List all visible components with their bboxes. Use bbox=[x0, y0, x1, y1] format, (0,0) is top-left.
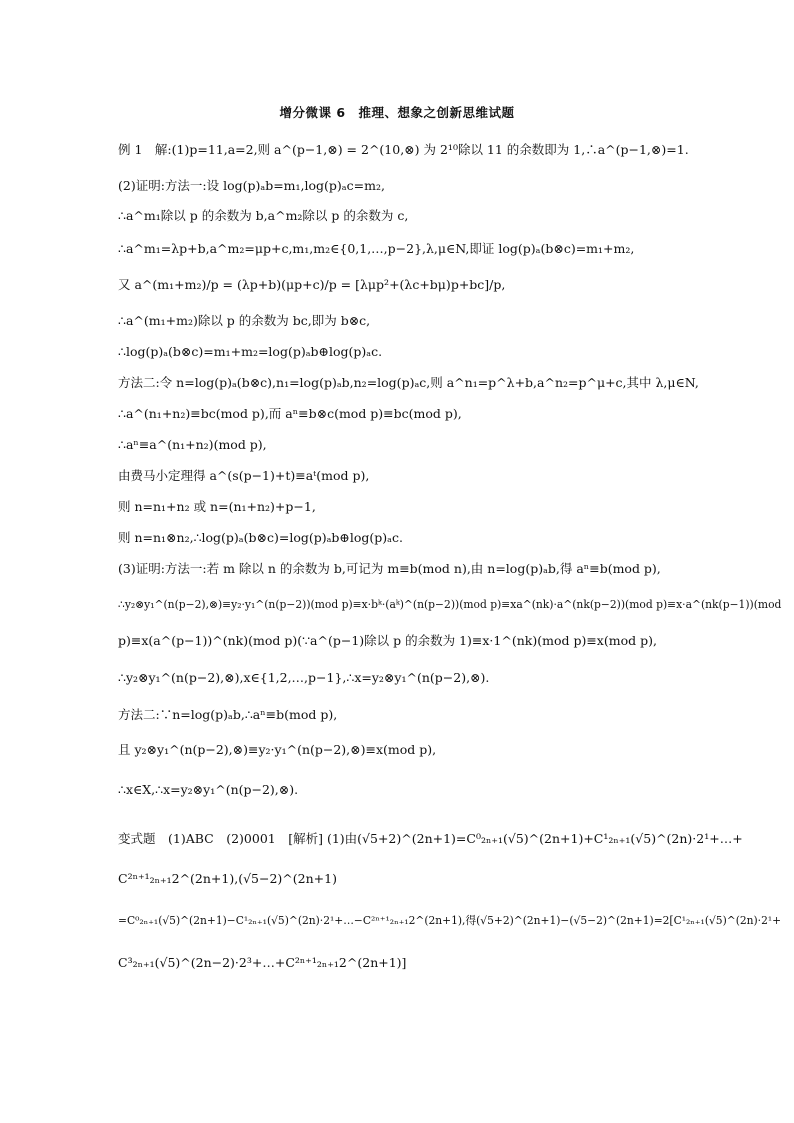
text-line: ∴a^(m₁+m₂)除以 p 的余数为 bc,即为 b⊗c, bbox=[118, 313, 371, 328]
text-line: (3)证明:方法一:若 m 除以 n 的余数为 b,可记为 m≡b(mod n),由 n=log(p)ₐb,得 aⁿ≡b(mod p), bbox=[118, 561, 661, 576]
text-line: ∴aⁿ≡a^(n₁+n₂)(mod p), bbox=[118, 437, 267, 452]
text-line: ∴y₂⊗y₁^(n(p−2),⊗),x∈{1,2,…,p−1},∴x=y₂⊗y₁^(n(p−2),⊗). bbox=[118, 670, 490, 685]
text-line: 且 y₂⊗y₁^(n(p−2),⊗)≡y₂·y₁^(n(p−2),⊗)≡x(mod p), bbox=[118, 742, 437, 757]
page-title: 增分微课 6 推理、想象之创新思维试题 bbox=[279, 105, 515, 120]
text-line: C²ⁿ⁺¹₂ₙ₊₁2^(2n+1),(√5−2)^(2n+1) bbox=[118, 871, 337, 886]
text-line: ∴y₂⊗y₁^(n(p−2),⊗)≡y₂·y₁^(n(p−2))(mod p)≡x·bᵏ·(aᵏ)^(n(p−2))(mod p)≡xa^(nk)·a^(nk(p−2))(mod p)≡x·a^(nk(p−1))(mod bbox=[118, 598, 782, 611]
text-line: ∴x∈X,∴x=y₂⊗y₁^(n(p−2),⊗). bbox=[118, 782, 299, 797]
text-line: 又 a^(m₁+m₂)/p = (λp+b)(μp+c)/p = [λμp²+(λc+bμ)p+bc]/p, bbox=[118, 277, 506, 292]
text-line: ∴a^m₁=λp+b,a^m₂=μp+c,m₁,m₂∈{0,1,…,p−2},λ,μ∈N,即证 log(p)ₐ(b⊗c)=m₁+m₂, bbox=[118, 241, 635, 256]
text-line: C³₂ₙ₊₁(√5)^(2n−2)·2³+…+C²ⁿ⁺¹₂ₙ₊₁2^(2n+1)] bbox=[118, 955, 407, 970]
text-line: 例 1 解:(1)p=11,a=2,则 a^(p−1,⊗) = 2^(10,⊗) 为 2¹⁰除以 11 的余数即为 1,∴a^(p−1,⊗)=1. bbox=[118, 142, 689, 157]
text-line: ∴log(p)ₐ(b⊗c)=m₁+m₂=log(p)ₐb⊕log(p)ₐc. bbox=[118, 344, 383, 359]
text-line: 由费马小定理得 a^(s(p−1)+t)≡aᵗ(mod p), bbox=[118, 468, 370, 483]
text-line: (2)证明:方法一:设 log(p)ₐb=m₁,log(p)ₐc=m₂, bbox=[118, 178, 385, 193]
text-line: ∴a^(n₁+n₂)≡bc(mod p),而 aⁿ≡b⊗c(mod p)≡bc(mod p), bbox=[118, 406, 462, 421]
text-line: 方法二:∵n=log(p)ₐb,∴aⁿ≡b(mod p), bbox=[118, 707, 338, 722]
text-line: =C⁰₂ₙ₊₁(√5)^(2n+1)−C¹₂ₙ₊₁(√5)^(2n)·2¹+…−C²ⁿ⁺¹₂ₙ₊₁2^(2n+1),得(√5+2)^(2n+1)−(√5−2)^(2n+1)=2[C¹₂ₙ₊₁(√5)^(2n)·2¹+ bbox=[118, 914, 782, 927]
text-line: 则 n=n₁⊗n₂,∴log(p)ₐ(b⊗c)=log(p)ₐb⊕log(p)ₐc. bbox=[118, 530, 403, 545]
text-line: 则 n=n₁+n₂ 或 n=(n₁+n₂)+p−1, bbox=[118, 499, 316, 514]
text-line: ∴a^m₁除以 p 的余数为 b,a^m₂除以 p 的余数为 c, bbox=[118, 208, 409, 223]
text-line: p)≡x(a^(p−1))^(nk)(mod p)(∵a^(p−1)除以 p 的余数为 1)≡x·1^(nk)(mod p)≡x(mod p), bbox=[118, 633, 657, 648]
text-line: 方法二:令 n=log(p)ₐ(b⊗c),n₁=log(p)ₐb,n₂=log(p)ₐc,则 a^n₁=p^λ+b,a^n₂=p^μ+c,其中 λ,μ∈N, bbox=[118, 375, 699, 390]
text-line: 变式题 (1)ABC (2)0001 [解析] (1)由(√5+2)^(2n+1)=C⁰₂ₙ₊₁(√5)^(2n+1)+C¹₂ₙ₊₁(√5)^(2n)·2¹+…+ bbox=[118, 831, 743, 846]
